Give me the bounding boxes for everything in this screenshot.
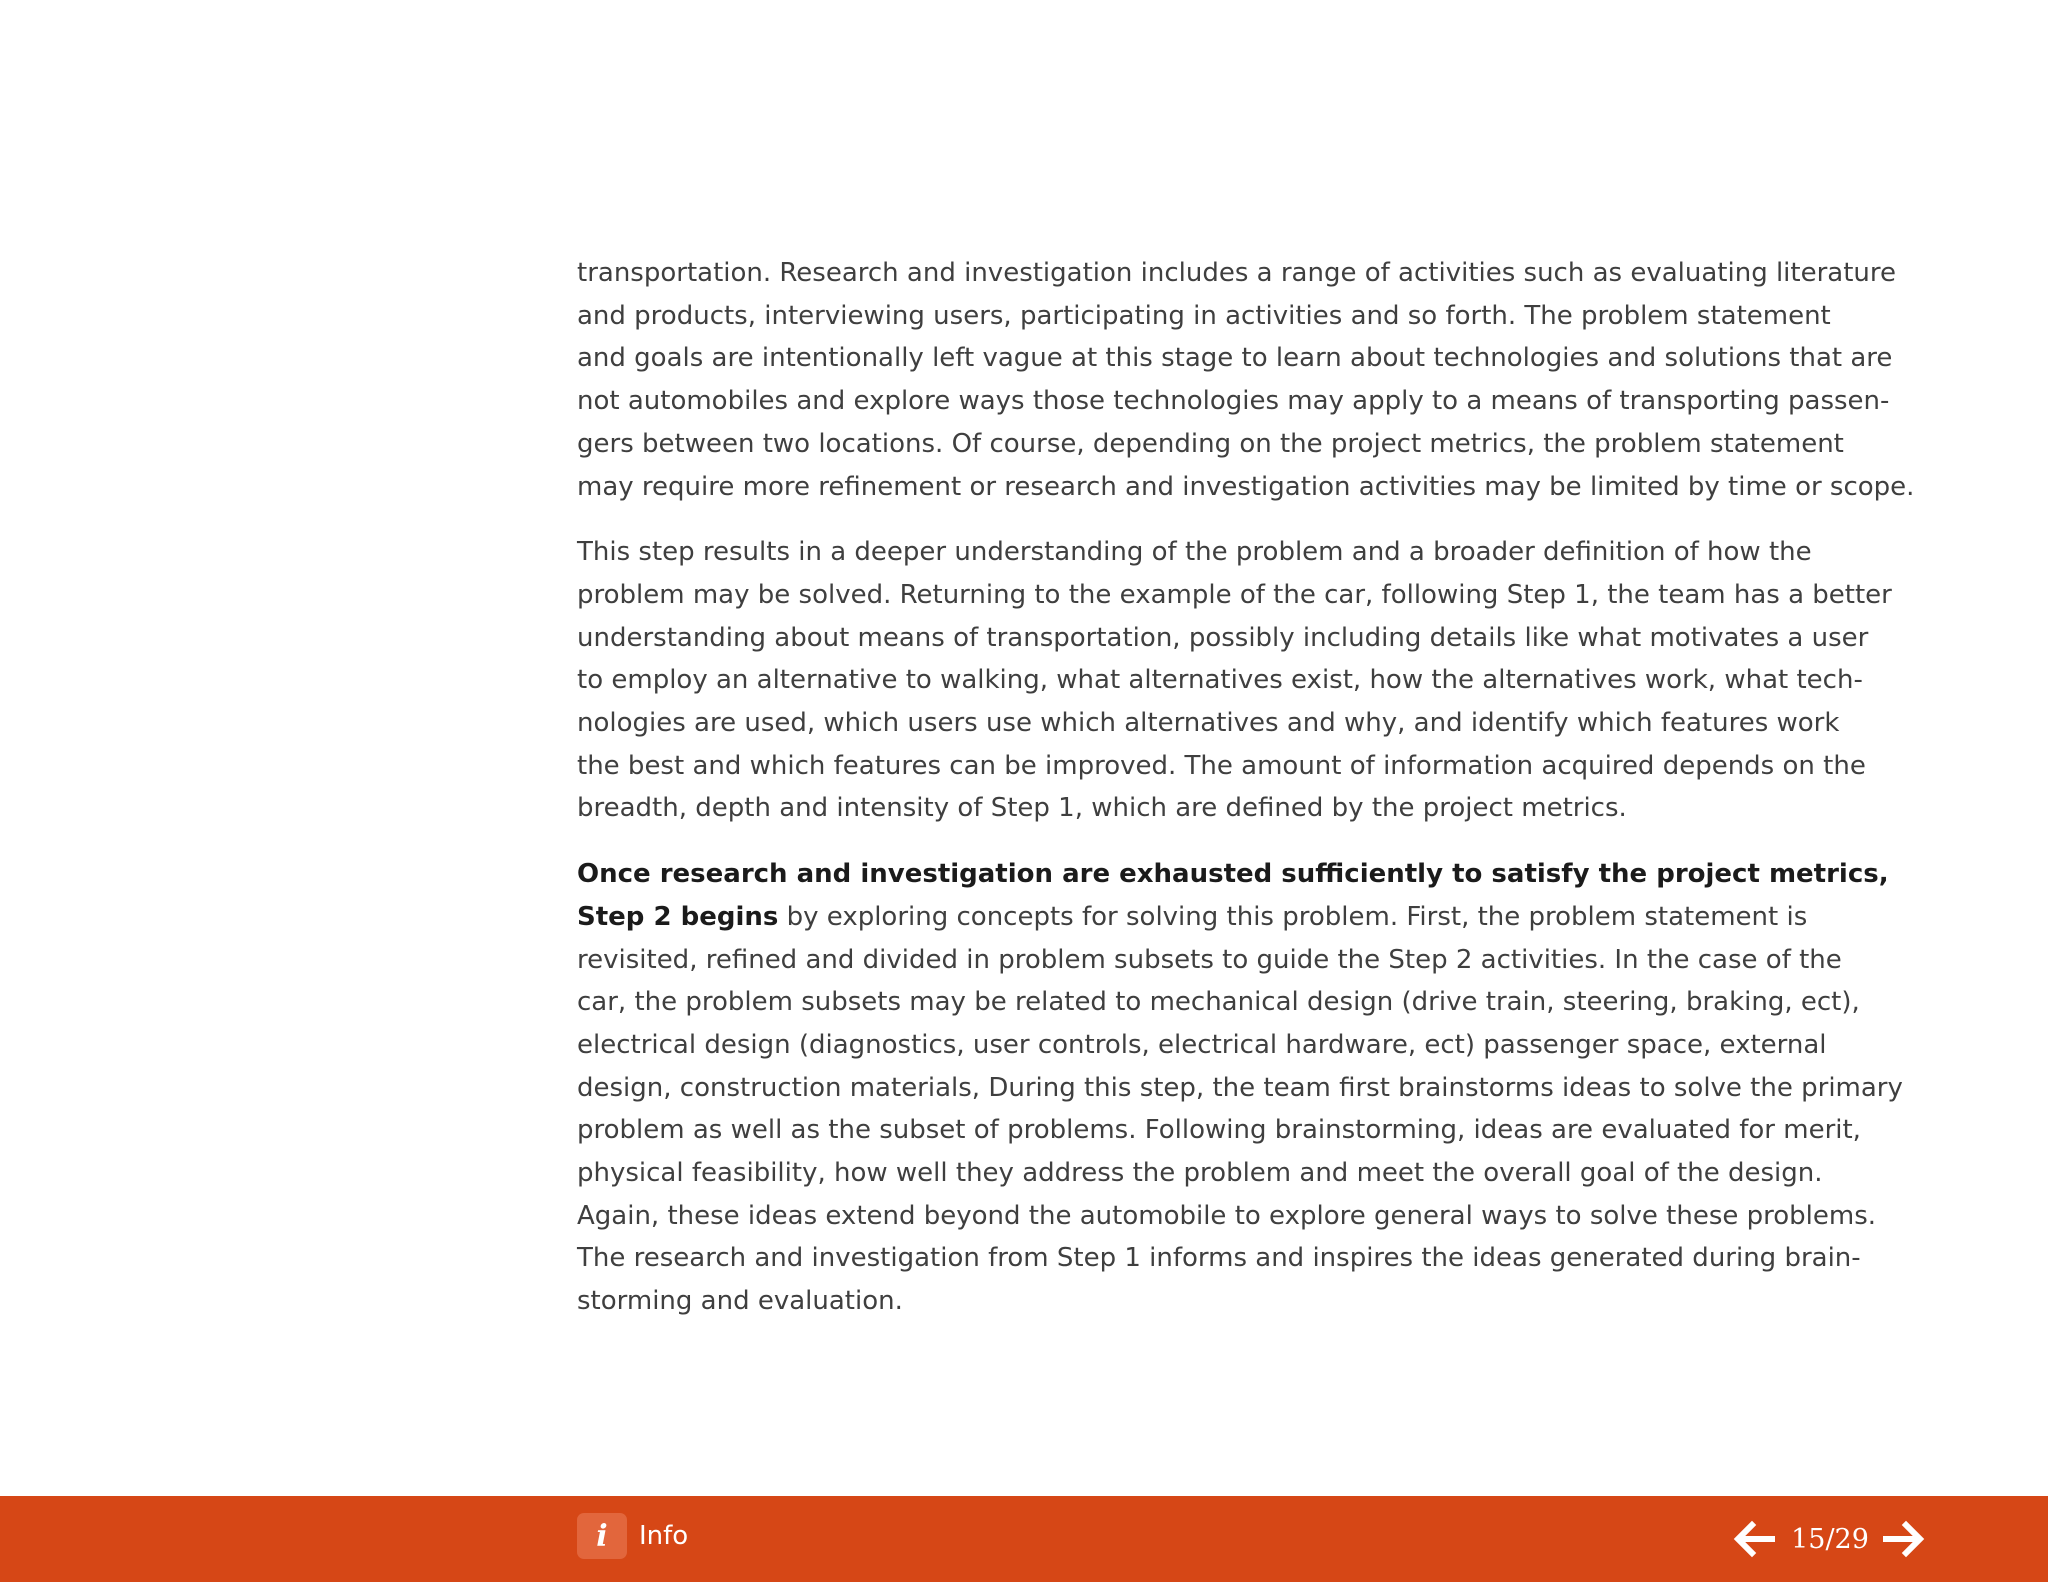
text-line: nologies are used, which users use which alternatives and why, and identify which features work: [577, 708, 1840, 739]
text-line: problem as well as the subset of problems. Following brainstorming, ideas are evaluated for merit,: [577, 1115, 1861, 1146]
text-line: physical feasibility, how well they address the problem and meet the overall goal of the design.: [577, 1158, 1823, 1189]
text-line: to employ an alternative to walking, what alternatives exist, how the alternatives work, what tech-: [577, 665, 1863, 696]
info-icon: i: [577, 1513, 627, 1559]
text-line: problem may be solved. Returning to the example of the car, following Step 1, the team has a better: [577, 579, 1892, 610]
text-line: understanding about means of transportation, possibly including details like what motivates a user: [577, 622, 1869, 653]
text-line: and goals are intentionally left vague at this stage to learn about technologies and solutions that are: [577, 343, 1893, 374]
text-line: may require more refinement or research and investigation activities may be limited by time or scope.: [577, 471, 1915, 502]
text-line: design, construction materials, During this step, the team first brainstorms ideas to solve the primary: [577, 1072, 1903, 1103]
info-button[interactable]: [577, 1513, 688, 1559]
document-body: [577, 252, 1915, 1346]
next-page-button[interactable]: [1882, 1517, 1926, 1561]
paragraph-3: [577, 853, 1903, 1323]
text-line: not automobiles and explore ways those technologies may apply to a means of transporting passen-: [577, 386, 1890, 417]
text-line: breadth, depth and intensity of Step 1, which are defined by the project metrics.: [577, 793, 1627, 824]
text-line: Again, these ideas extend beyond the automobile to explore general ways to solve these problems.: [577, 1200, 1877, 1231]
text-line: storming and evaluation.: [577, 1286, 903, 1317]
footer-bar: [0, 1496, 2048, 1582]
text-line: revisited, refined and divided in problem subsets to guide the Step 2 activities. In the case of the: [577, 944, 1842, 975]
arrow-right-icon: [1882, 1517, 1926, 1561]
text-line: transportation. Research and investigation includes a range of activities such as evaluating literature: [577, 258, 1897, 288]
text-line: [577, 896, 1877, 939]
text-line: electrical design (diagnostics, user controls, electrical hardware, ect) passenger space, external: [577, 1029, 1827, 1060]
info-label: Info: [639, 1521, 689, 1551]
text-line: The research and investigation from Step 1 informs and inspires the ideas generated during brain-: [577, 1243, 1861, 1274]
text-line: and products, interviewing users, participating in activities and so forth. The problem statement: [577, 300, 1831, 331]
page-indicator: 15/29: [1791, 1524, 1869, 1555]
text-line: car, the problem subsets may be related to mechanical design (drive train, steering, braking, ect),: [577, 987, 1860, 1018]
arrow-left-icon: [1732, 1517, 1776, 1561]
text-span: by exploring concepts for solving this problem. First, the problem statement is: [778, 901, 1808, 932]
previous-page-button[interactable]: [1732, 1517, 1776, 1561]
bold-lead-line: Once research and investigation are exhausted sufficiently to satisfy the project metrics,: [577, 859, 1889, 890]
text-line: This step results in a deeper understanding of the problem and a broader definition of how the: [577, 537, 1812, 568]
text-line: gers between two locations. Of course, depending on the project metrics, the problem statement: [577, 428, 1844, 459]
bold-lead-phrase: Step 2 begins: [577, 901, 779, 932]
text-line: the best and which features can be improved. The amount of information acquired depends on the: [577, 750, 1866, 781]
paragraph-2: [577, 531, 1892, 830]
paragraph-1: [577, 252, 1915, 508]
